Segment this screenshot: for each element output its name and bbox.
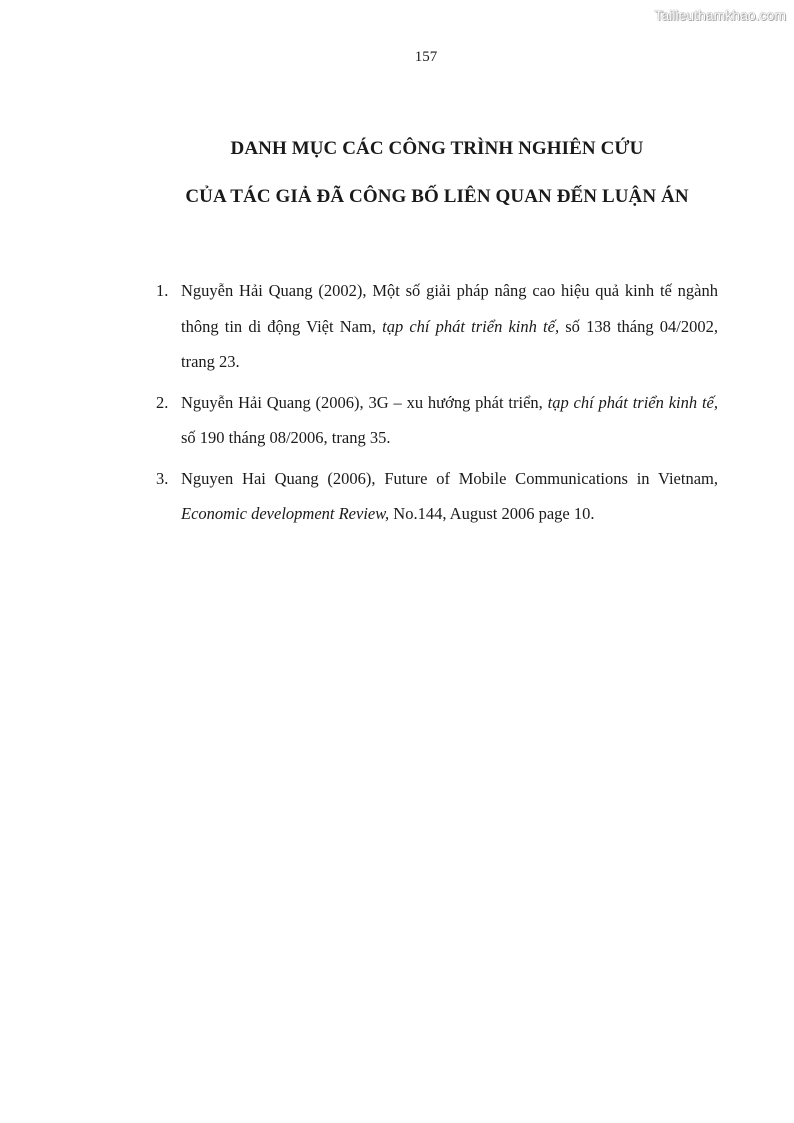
watermark: Tailieuthamkhao.com <box>654 7 786 23</box>
page-title-line-2: CỦA TÁC GIẢ ĐÃ CÔNG BỐ LIÊN QUAN ĐẾN LUẬN ÁN <box>185 186 689 207</box>
page-title-line-1: DANH MỤC CÁC CÔNG TRÌNH NGHIÊN CỨU <box>230 138 644 159</box>
reference-text: Nguyễn Hải Quang (2006), 3G – xu hướng phát triển, <box>181 392 548 412</box>
reference-journal: tạp chí phát triển kinh tế, <box>547 392 718 412</box>
reference-list <box>156 273 718 537</box>
reference-item <box>156 385 718 456</box>
reference-number: 3. <box>156 468 169 488</box>
reference-number: 1. <box>156 281 169 300</box>
reference-journal: tạp chí phát triển kinh tế, <box>382 316 560 336</box>
reference-text: Nguyễn Hải Quang (2002), Một số giải pháp nâng cao hiệu quả kinh tế ngành thông tin di động Việt Nam, <box>181 281 718 336</box>
reference-item <box>156 461 718 532</box>
reference-text: Nguyen Hai Quang (2006), Future of Mobile Communications in Vietnam, <box>181 468 718 488</box>
page-number: 157 <box>414 49 438 65</box>
reference-journal: Economic development Review, <box>181 504 390 523</box>
reference-item <box>156 273 718 380</box>
reference-details: No.144, August 2006 page 10. <box>389 504 595 523</box>
reference-number: 2. <box>156 392 169 412</box>
reference-details: số 190 tháng 08/2006, trang 35. <box>181 428 391 447</box>
reference-details: số 138 tháng 04/2002, trang 23. <box>181 316 718 371</box>
